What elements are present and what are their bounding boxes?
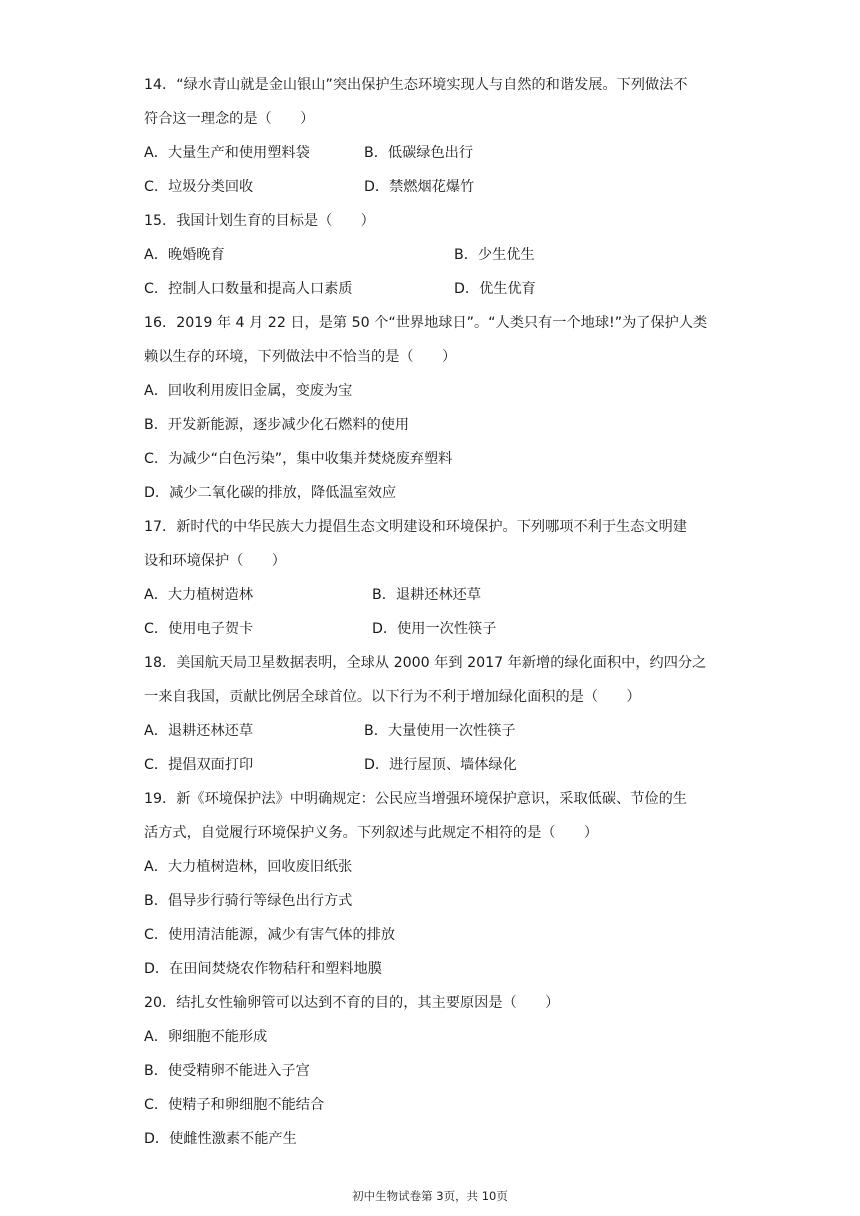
question-stem-line: 19．新《环境保护法》中明确规定：公民应当增强环境保护意识，采取低碳、节俭的生 [144, 791, 687, 807]
question-stem-line: 一来自我国，贡献比例居全球首位。以下行为不利于增加绿化面积的是（ ） [144, 689, 641, 705]
option-d[interactable]: D．减少二氧化碳的排放，降低温室效应 [144, 485, 397, 501]
question-stem-line: 20．结扎女性输卵管可以达到不育的目的，其主要原因是（ ） [144, 995, 560, 1011]
option-d[interactable]: D．使雌性激素不能产生 [144, 1131, 297, 1147]
option-c[interactable]: C．使用电子贺卡 [144, 621, 254, 637]
page-footer: 初中生物试卷第 3页，共 10页 [352, 1189, 508, 1203]
option-c[interactable]: C．为减少“白色污染”，集中收集并焚烧废弃塑料 [144, 451, 453, 467]
option-d[interactable]: D．进行屋顶、墙体绿化 [364, 757, 517, 773]
option-d[interactable]: D．禁燃烟花爆竹 [364, 179, 475, 195]
option-b[interactable]: B．低碳绿色出行 [364, 145, 474, 161]
question-19 [144, 786, 724, 990]
options-row [144, 616, 724, 650]
question-14 [144, 72, 724, 208]
option-a[interactable]: A．大力植树造林 [144, 587, 254, 603]
question-18 [144, 650, 724, 786]
option-a[interactable]: A．大力植树造林，回收废旧纸张 [144, 859, 353, 875]
option-b[interactable]: B．开发新能源，逐步减少化石燃料的使用 [144, 417, 410, 433]
question-stem-line: 15．我国计划生育的目标是（ ） [144, 213, 375, 229]
question-stem-line: 符合这一理念的是（ ） [144, 111, 315, 127]
option-b[interactable]: B．少生优生 [454, 247, 535, 263]
question-20 [144, 990, 724, 1160]
option-c[interactable]: C．垃圾分类回收 [144, 179, 254, 195]
option-c[interactable]: C．提倡双面打印 [144, 757, 254, 773]
options-row [144, 276, 724, 310]
question-stem-line: 赖以生存的环境，下列做法中不恰当的是（ ） [144, 349, 457, 365]
option-b[interactable]: B．倡导步行骑行等绿色出行方式 [144, 893, 353, 909]
options-row [144, 242, 724, 276]
question-stem-line: 活方式，自觉履行环境保护义务。下列叙述与此规定不相符的是（ ） [144, 825, 599, 841]
option-c[interactable]: C．使精子和卵细胞不能结合 [144, 1097, 325, 1113]
option-b[interactable]: B．大量使用一次性筷子 [364, 723, 516, 739]
question-stem-line: 14．“绿水青山就是金山银山”突出保护生态环境实现人与自然的和谐发展。下列做法不 [144, 77, 688, 93]
question-stem-line: 设和环境保护（ ） [144, 553, 286, 569]
option-a[interactable]: A．晚婚晚育 [144, 247, 225, 263]
options-row [144, 752, 724, 786]
option-d[interactable]: D．使用一次性筷子 [372, 621, 497, 637]
options-row [144, 140, 724, 174]
option-b[interactable]: B．退耕还林还草 [372, 587, 482, 603]
question-stem-line: 17．新时代的中华民族大力提倡生态文明建设和环境保护。下列哪项不利于生态文明建 [144, 519, 687, 535]
option-a[interactable]: A．大量生产和使用塑料袋 [144, 145, 310, 161]
option-a[interactable]: A．卵细胞不能形成 [144, 1029, 268, 1045]
options-row [144, 174, 724, 208]
question-list [144, 72, 724, 1160]
option-a[interactable]: A．回收利用废旧金属，变废为宝 [144, 383, 353, 399]
option-a[interactable]: A．退耕还林还草 [144, 723, 254, 739]
option-d[interactable]: D．在田间焚烧农作物秸秆和塑料地膜 [144, 961, 382, 977]
option-d[interactable]: D．优生优育 [454, 281, 536, 297]
option-c[interactable]: C．控制人口数量和提高人口素质 [144, 281, 353, 297]
question-16 [144, 310, 724, 514]
options-row [144, 582, 724, 616]
option-b[interactable]: B．使受精卵不能进入子宫 [144, 1063, 310, 1079]
options-row [144, 718, 724, 752]
question-15 [144, 208, 724, 310]
question-stem-line: 16．2019 年 4 月 22 日，是第 50 个“世界地球日”。“人类只有一个地球!”为了保护人类 [144, 315, 708, 331]
question-17 [144, 514, 724, 650]
question-stem-line: 18．美国航天局卫星数据表明，全球从 2000 年到 2017 年新增的绿化面积中，约四分之 [144, 655, 707, 671]
option-c[interactable]: C．使用清洁能源，减少有害气体的排放 [144, 927, 396, 943]
